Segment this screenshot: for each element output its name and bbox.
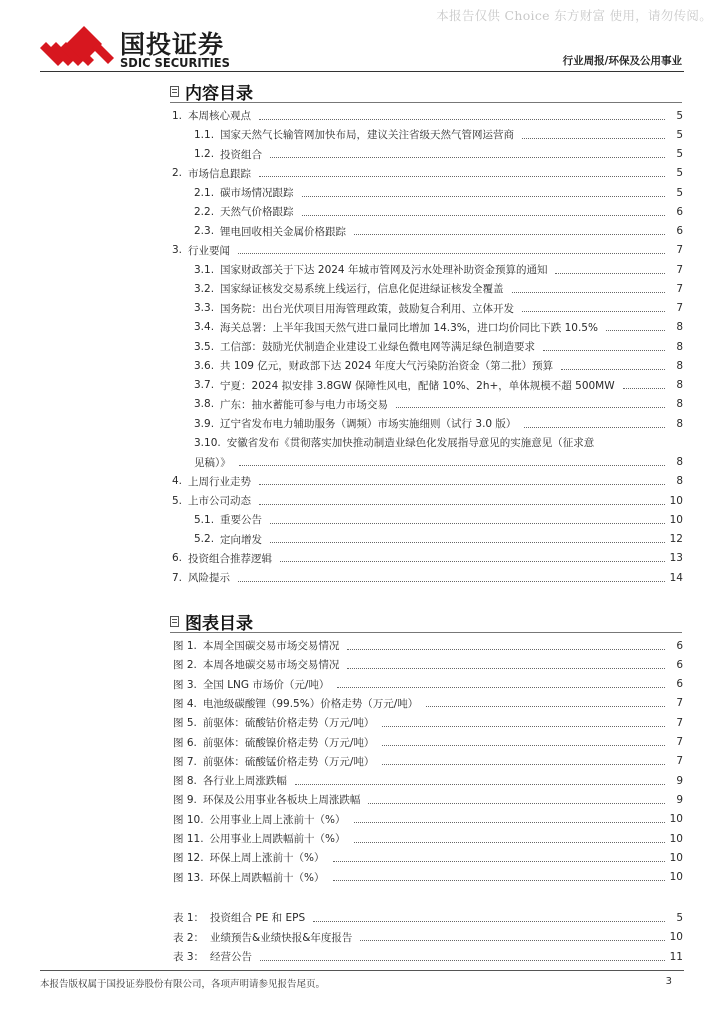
entry-label: 各行业上周涨跌幅 (202, 775, 287, 788)
entry-label: 国务院：出台光伏项目用海管理政策，鼓励复合利用、立体开发 (220, 302, 515, 315)
entry-label: 重要公告 (220, 514, 263, 527)
toc-title-text: 内容目录 (185, 84, 253, 104)
entry-page-number: 10 (669, 851, 683, 864)
entry-label: 天然气价格跟踪 (220, 206, 294, 219)
entry-page-number: 10 (669, 494, 683, 507)
entry-number: 1.1. (194, 128, 215, 141)
entry-label: 上周行业走势 (188, 475, 252, 488)
entry-label: 工信部：鼓励光伏制造企业建设工业绿色微电网等满足绿色制造要求 (220, 341, 536, 353)
toc-entry[interactable] (0, 337, 724, 356)
entry-page-number: 10 (669, 513, 683, 526)
dot-leader (270, 156, 665, 158)
dot-leader (354, 821, 665, 823)
entry-number: 3.4. (194, 321, 215, 334)
entry-page-number: 8 (676, 417, 683, 430)
entry-label: 本周核心观点 (188, 110, 252, 122)
dot-leader (280, 560, 665, 562)
entry-page-number: 8 (676, 340, 683, 353)
toc-entry[interactable] (0, 848, 724, 867)
entry-page-number: 5 (676, 186, 683, 199)
dot-leader (333, 879, 665, 881)
entry-number: 表 1： (173, 912, 205, 924)
dot-leader (354, 841, 665, 843)
toc-entry[interactable] (0, 491, 724, 510)
entry-page-number: 5 (676, 109, 683, 122)
dot-leader (555, 272, 665, 274)
entry-page-number: 5 (676, 128, 683, 141)
report-category: 行业周报/环保及公用事业 (562, 55, 682, 67)
entry-number: 图 11. (173, 833, 204, 845)
entry-page-number: 10 (669, 931, 683, 943)
entry-label: 电池级碳酸锂（99.5%）价格走势（万元/吨） (202, 697, 419, 710)
toc-entry[interactable] (0, 376, 724, 395)
entry-number: 图 1. (173, 640, 197, 652)
entry-page-number: 10 (669, 871, 683, 884)
footer-disclaimer: 本报告版权属于国投证券股份有限公司，各项声明请参见报告尾页。 (40, 979, 326, 990)
entry-number: 7. (172, 571, 183, 584)
dot-leader (561, 368, 665, 370)
entry-page-number: 7 (676, 263, 683, 276)
toc-entry[interactable] (0, 752, 724, 771)
dot-leader (522, 310, 665, 312)
toc-title (170, 79, 253, 104)
entry-number: 3.5. (194, 340, 215, 353)
entry-number: 3.3. (194, 302, 215, 314)
toc-entry[interactable] (0, 433, 724, 452)
entry-label: 国家绿证核发交易系统上线运行，信息化促进绿证核发全覆盖 (220, 283, 504, 296)
dot-leader (259, 483, 665, 485)
entry-page-number: 6 (676, 205, 683, 218)
entry-page-number: 12 (669, 533, 683, 545)
entry-number: 3. (172, 244, 183, 257)
entry-number: 3.10. (194, 436, 221, 449)
entry-number: 图 3. (173, 678, 197, 691)
entry-label: 上市公司动态 (188, 495, 252, 507)
entry-page-number: 10 (669, 813, 683, 826)
entry-label: 见稿）》 (194, 456, 231, 469)
dot-leader (623, 387, 665, 389)
dot-leader (313, 920, 665, 922)
entry-page-number: 7 (676, 282, 683, 295)
toc-entry[interactable] (0, 694, 724, 713)
entry-page-number: 7 (676, 244, 683, 257)
entry-label: 国家财政部关于下达 2024 年城市管网及污水处理补助资金预算的通知 (220, 264, 548, 276)
entry-number: 2. (172, 167, 183, 180)
page-number: 3 (665, 976, 672, 987)
entry-number: 表 2： (173, 931, 205, 944)
entry-label: 广东：抽水蓄能可参与电力市场交易 (220, 398, 389, 411)
entry-page-number: 13 (669, 552, 683, 565)
entry-label: 共 109 亿元，财政部下达 2024 年度大气污染防治资金（第二批）预算 (220, 360, 554, 373)
entry-number: 2.1. (194, 186, 215, 199)
figures-title-text: 图表目录 (185, 614, 253, 634)
toc-entry[interactable] (0, 279, 724, 298)
entry-page-number: 8 (676, 475, 683, 488)
toc-entry[interactable] (0, 810, 724, 829)
toc-entry[interactable] (0, 790, 724, 809)
entry-number: 1.2. (194, 148, 215, 160)
entry-number: 2.3. (194, 225, 215, 237)
entry-label: 前驱体：硫酸锰价格走势（万元/吨） (202, 755, 375, 768)
toc-entry[interactable] (0, 299, 724, 318)
company-logo (40, 24, 240, 74)
toc-entry[interactable] (0, 530, 724, 549)
entry-number: 图 8. (173, 775, 197, 788)
toc-entry[interactable] (0, 125, 724, 144)
entry-label: 国家天然气长输管网加快布局，建议关注省级天然气管网运营商 (220, 129, 515, 142)
toc-entry[interactable] (0, 356, 724, 375)
toc-entry[interactable] (0, 510, 724, 529)
entry-number: 3.2. (194, 282, 215, 295)
entry-number: 图 12. (173, 852, 204, 865)
entry-page-number: 8 (676, 359, 683, 372)
entry-page-number: 6 (676, 639, 683, 652)
dot-leader (382, 763, 665, 765)
entry-label: 环保及公用事业各板块上周涨跌幅 (202, 794, 361, 807)
dot-leader (396, 406, 665, 408)
entry-page-number: 8 (676, 379, 683, 391)
entry-label: 本周各地碳交易市场交易情况 (202, 659, 340, 672)
watermark: 本报告仅供 Choice 东方财富 使用，请勿传阅。 (436, 8, 712, 23)
figures-title (170, 609, 253, 634)
dot-leader (606, 329, 665, 331)
toc-entry[interactable] (0, 222, 724, 241)
dot-leader (543, 349, 665, 351)
entry-label: 业绩预告&业绩快报&年度报告 (210, 931, 353, 944)
dot-leader (259, 503, 665, 505)
entry-page-number: 9 (676, 793, 683, 806)
toc-entry[interactable] (0, 414, 724, 433)
document-icon (170, 616, 179, 627)
entry-number: 2.2. (194, 205, 215, 218)
dot-leader (347, 648, 665, 650)
dot-leader (522, 137, 665, 139)
dot-leader (347, 667, 665, 669)
toc-entry[interactable] (0, 868, 724, 887)
dot-leader (426, 705, 665, 707)
entry-label: 锂电回收相关金属价格跟踪 (220, 225, 347, 238)
toc-entry[interactable] (0, 733, 724, 752)
toc-entry[interactable] (0, 655, 724, 674)
entry-label: 经营公告 (210, 951, 253, 963)
toc-entry[interactable] (0, 106, 724, 125)
entry-number: 图 10. (173, 813, 204, 826)
entry-page-number: 6 (676, 678, 683, 691)
entry-label: 碳市场情况跟踪 (220, 187, 294, 199)
dot-leader (512, 291, 665, 293)
toc-entry[interactable] (0, 318, 724, 337)
entry-page-number: 8 (676, 456, 683, 468)
entry-page-number: 6 (676, 658, 683, 671)
figures-title-divider (170, 632, 682, 633)
dot-leader (382, 725, 665, 727)
entry-page-number: 10 (669, 832, 683, 845)
toc-entry[interactable] (0, 260, 724, 279)
toc-entry[interactable] (0, 183, 724, 202)
entry-label: 市场信息跟踪 (188, 167, 252, 180)
dot-leader (270, 541, 665, 543)
toc-entry[interactable] (0, 908, 724, 927)
entry-number: 3.1. (194, 263, 215, 276)
entry-page-number: 7 (676, 736, 683, 748)
entry-number: 3.9. (194, 417, 215, 430)
toc-entry[interactable] (0, 549, 724, 568)
entry-label: 投资组合推荐逻辑 (188, 552, 273, 565)
entry-number: 图 9. (173, 794, 197, 807)
toc-entry[interactable] (0, 771, 724, 790)
entry-number: 图 6. (173, 736, 197, 749)
entry-label: 全国 LNG 市场价（元/吨） (202, 678, 330, 691)
entry-number: 3.6. (194, 359, 215, 372)
dot-leader (368, 802, 665, 804)
header-divider (40, 71, 684, 72)
dot-leader (302, 195, 665, 197)
entry-number: 1. (172, 109, 183, 122)
entry-label: 本周全国碳交易市场交易情况 (202, 640, 340, 652)
entry-label: 环保上周上涨前十（%） (209, 852, 325, 865)
entry-number: 3.8. (194, 398, 215, 411)
entry-label: 环保上周跌幅前十（%） (209, 871, 325, 884)
toc-title-divider (170, 102, 682, 103)
toc-entry[interactable] (0, 829, 724, 848)
dot-leader (295, 783, 665, 785)
dot-leader (270, 522, 665, 524)
entry-label: 辽宁省发布电力辅助服务（调频）市场实施细则（试行 3.0 版） (220, 418, 517, 430)
dot-leader (382, 744, 665, 746)
dot-leader (337, 686, 665, 688)
dot-leader (524, 426, 665, 428)
dot-leader (259, 118, 665, 120)
entry-number: 表 3： (173, 951, 205, 963)
entry-number: 5. (172, 494, 183, 507)
entry-label: 前驱体：硫酸钴价格走势（万元/吨） (202, 717, 375, 730)
dot-leader (239, 464, 665, 466)
entry-page-number: 5 (676, 911, 683, 924)
toc-entry[interactable] (0, 453, 724, 472)
entry-label: 公用事业上周跌幅前十（%） (209, 833, 346, 845)
entry-page-number: 7 (676, 302, 683, 314)
entry-label: 公用事业上周上涨前十（%） (209, 813, 346, 826)
document-icon (170, 86, 179, 97)
logo-chinese-name: 国投证券 (120, 30, 225, 59)
dot-leader (238, 252, 665, 254)
entry-label: 投资组合 (220, 148, 263, 161)
entry-label: 海关总署：上半年我国天然气进口量同比增加 14.3%，进口均价同比下跌 10.5% (220, 321, 598, 334)
dot-leader (354, 233, 665, 235)
entry-page-number: 7 (676, 755, 683, 768)
toc-entry[interactable] (0, 145, 724, 164)
entry-page-number: 9 (676, 774, 683, 787)
entry-label: 前驱体：硫酸镍价格走势（万元/吨） (202, 736, 375, 749)
entry-label: 风险提示 (188, 572, 231, 584)
logo-english-name: SDIC SECURITIES (120, 55, 230, 70)
entry-number: 5.1. (194, 513, 215, 526)
entry-page-number: 8 (676, 321, 683, 334)
dot-leader (333, 860, 665, 862)
dot-leader (360, 939, 665, 941)
entry-page-number: 6 (676, 225, 683, 237)
entry-label: 定向增发 (220, 533, 263, 546)
toc-entry[interactable] (0, 202, 724, 221)
entry-page-number: 8 (676, 398, 683, 411)
entry-number: 3.7. (194, 379, 215, 391)
entry-page-number: 7 (676, 697, 683, 710)
entry-number: 图 7. (173, 755, 197, 768)
toc-entry[interactable] (0, 675, 724, 694)
entry-page-number: 5 (676, 148, 683, 160)
entry-page-number: 7 (676, 716, 683, 729)
toc-entry[interactable] (0, 713, 724, 732)
entry-page-number: 11 (669, 950, 683, 963)
dot-leader (260, 959, 665, 961)
entry-number: 图 4. (173, 697, 197, 710)
toc-entry[interactable] (0, 568, 724, 587)
entry-page-number: 5 (676, 167, 683, 180)
footer-divider (40, 970, 684, 971)
entry-number: 图 2. (173, 659, 197, 672)
toc-entry[interactable] (0, 928, 724, 947)
entry-page-number: 14 (669, 571, 683, 584)
toc-entry[interactable] (0, 395, 724, 414)
entry-number: 图 13. (173, 871, 204, 884)
toc-entry[interactable] (0, 472, 724, 491)
toc-entry[interactable] (0, 636, 724, 655)
entry-number: 4. (172, 475, 183, 488)
logo-mark-icon (40, 26, 114, 66)
entry-number: 5.2. (194, 533, 215, 545)
toc-entry[interactable] (0, 164, 724, 183)
entry-label: 投资组合 PE 和 EPS (210, 912, 306, 924)
entry-label: 安徽省发布《贯彻落实加快推动制造业绿色化发展指导意见的实施意见（征求意 (226, 437, 595, 450)
toc-entry[interactable] (0, 241, 724, 260)
toc-entry[interactable] (0, 947, 724, 966)
entry-label: 行业要闻 (188, 244, 231, 257)
entry-label: 宁夏：2024 拟安排 3.8GW 保障性风电，配储 10%、2h+，单体规模不超 500MW (220, 379, 615, 392)
entry-number: 图 5. (173, 717, 197, 730)
dot-leader (238, 580, 665, 582)
dot-leader (259, 175, 665, 177)
dot-leader (302, 214, 665, 216)
entry-number: 6. (172, 552, 183, 565)
